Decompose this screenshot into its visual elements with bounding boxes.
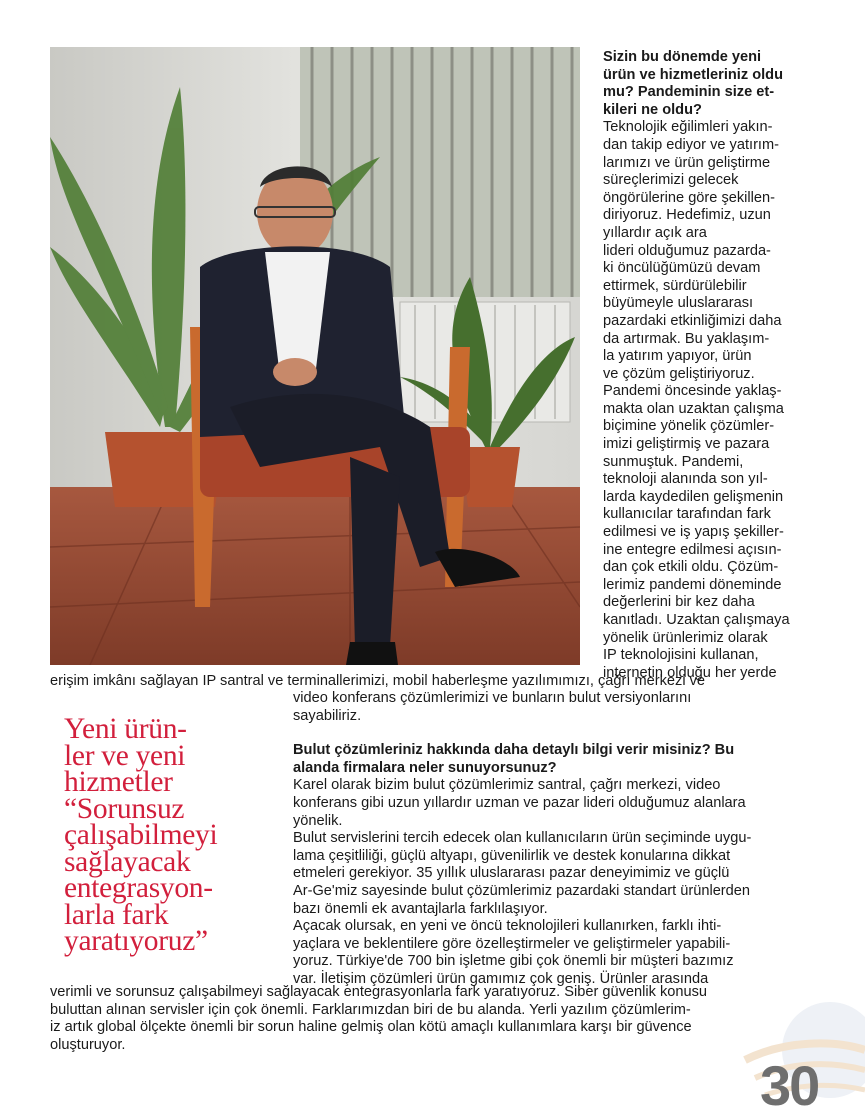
answer-line: lerimiz pandemi döneminde — [603, 576, 782, 593]
answer-line: ve çözüm geliştiriyoruz. — [603, 365, 755, 382]
answer-line: pazardaki etkinliğimizi daha — [603, 312, 782, 329]
answer-line: bazı önemli ek avantajlarla farklılaşıyor. — [293, 900, 548, 917]
answer-line: yıllardır açık ara — [603, 224, 707, 241]
answer-line: buluttan alınan servisler için çok önemli. Farklarımızdan biri de bu alanda. Yerli yazılım çözümlerim- — [50, 1001, 691, 1018]
answer-line: biçimine yönelik çözümler- — [603, 418, 775, 435]
answer-line: etmeleri gerekiyor. 35 yıllık uluslararası pazar deneyimimiz ve güçlü — [293, 865, 730, 882]
answer-line: Pandemi öncesinde yaklaş- — [603, 383, 782, 400]
answer-cloud-paragraph-2 — [293, 830, 823, 918]
pull-quote-line: Yeni ürün- — [64, 713, 187, 745]
answer-line: larda kaydedilen gelişmenin — [603, 488, 784, 505]
bottom-paragraph — [50, 984, 820, 1054]
pull-quote-line: entegrasyon- — [64, 872, 213, 904]
answer-line: erişim imkânı sağlayan IP santral ve terminallerimizi, mobil haberleşme yazılımımızı, çağrı merkezi ve — [50, 673, 706, 689]
answer-line: internetin olduğu her yerde — [603, 664, 777, 681]
question-line: ürün ve hizmetleriniz oldu — [603, 66, 784, 83]
answer-line: diriyoruz. Hedefimiz, uzun — [603, 207, 771, 224]
answer-line: dan çok etkili oldu. Çözüm- — [603, 559, 779, 576]
answer-line: büyümeyle uluslararası — [603, 295, 754, 312]
answer-line: video konferans çözümlerimizi ve bunların bulut versiyonlarını — [293, 690, 692, 706]
answer-line: teknoloji alanında son yıl- — [603, 471, 768, 488]
answer-line: sunmuştuk. Pandemi, — [603, 453, 744, 470]
pull-quote-line: ler ve yeni — [64, 739, 186, 772]
answer-line: la yatırım yapıyor, ürün — [603, 348, 752, 365]
answer-line: değerlerini bir kez daha — [603, 594, 755, 611]
answer-line: Karel olarak bizim bulut çözümlerimiz santral, çağrı merkezi, video — [293, 777, 721, 794]
pull-quote-line: larla fark — [64, 898, 169, 931]
answer-line: IP teknolojisini kullanan, — [603, 647, 759, 664]
question-line: Bulut çözümleriniz hakkında daha detaylı bilgi verir misiniz? Bu — [293, 742, 735, 759]
pull-quote-line: “Sorunsuz — [64, 792, 185, 825]
answer-line: da artırmak. Bu yaklaşım- — [603, 330, 770, 347]
answer-line: kanıtladı. Uzaktan çalışmaya — [603, 612, 790, 628]
question-pandemic — [603, 49, 818, 119]
answer-line: yaçlara ve beklentilere göre özelleştirmeler ve geliştirmeler yapabili- — [293, 935, 731, 952]
middle-column — [293, 690, 823, 989]
answer-line: oluşturuyor. — [50, 1036, 126, 1053]
answer-line: Teknolojik eğilimleri yakın- — [603, 119, 773, 136]
answer-line: iz artık global ölçekte önemli bir sorun haline gelmiş olan kötü amaçlı kullanımlara karşı bir güvence — [50, 1019, 692, 1036]
answer-line: verimli ve sorunsuz çalışabilmeyi sağlayacak entegrasyonlarla fark yaratıyoruz. Siber güvenlik konusu — [50, 984, 708, 1000]
answer-pandemic — [603, 119, 818, 682]
question-line: mu? Pandeminin size et- — [603, 84, 775, 101]
answer-line: konferans gibi uzun yıllardır uzman ve pazar lideri olduğumuz alanlara — [293, 794, 746, 811]
answer-line: yönelik. — [293, 812, 343, 829]
portrait-photo — [50, 47, 580, 665]
answer-line: edilmesi ve iş yapış şekiller- — [603, 524, 784, 541]
answer-line: kullanıcılar tarafından fark — [603, 506, 771, 523]
answer-cloud-paragraph-1 — [293, 777, 823, 830]
pull-quote-line: sağlayacak — [64, 845, 191, 878]
pull-quote-line: hizmetler — [64, 766, 173, 798]
answer-line: öngörülerine göre şekillen- — [603, 189, 775, 206]
pull-quote-line: yaratıyoruz” — [64, 925, 208, 957]
question-line: alanda firmalara neler sunuyorsunuz? — [293, 759, 557, 776]
answer-line: makta olan uzaktan çalışma — [603, 400, 784, 417]
answer-line: sayabiliriz. — [293, 707, 362, 724]
answer-line: ki öncülüğümüzü devam — [603, 260, 761, 277]
answer-line: dan takip ediyor ve yatırım- — [603, 136, 780, 153]
answer-cloud-paragraph-3 — [293, 918, 823, 988]
answer-continuation-wide — [50, 673, 820, 691]
answer-line: lideri olduğumuz pazarda- — [603, 242, 771, 259]
answer-line: süreçlerimizi gelecek — [603, 172, 739, 189]
answer-line: imizi geliştirmiş ve pazara — [603, 436, 770, 453]
right-column — [603, 49, 818, 682]
page-number: 30 — [760, 1054, 819, 1117]
answer-line: var. İletişim çözümleri ürün gamımız çok geniş. Ürünler arasında — [293, 970, 709, 987]
answer-line: ettirmek, sürdürülebilir — [603, 277, 747, 294]
question-line: kileri ne oldu? — [603, 101, 702, 118]
answer-line: yönelik ürünlerimiz olarak — [603, 629, 768, 646]
answer-line: lama çeşitliliği, güçlü altyapı, güvenilirlik ve destek konularına dikkat — [293, 847, 731, 864]
question-cloud — [293, 742, 823, 777]
portrait-illustration — [50, 47, 580, 665]
answer-line: larımızı ve ürün geliştirme — [603, 154, 771, 171]
answer-line: Bulut servislerini tercih edecek olan kullanıcıların ürün seçiminde uygu- — [293, 830, 752, 847]
question-line: Sizin bu dönemde yeni — [603, 49, 762, 65]
answer-line: Ar-Ge'miz sayesinde bulut çözümlerimiz pazardaki standart ürünlerden — [293, 882, 751, 899]
answer-line: Açacak olursak, en yeni ve öncü teknolojileri kullanırken, farklı ihti- — [293, 918, 722, 935]
answer-line: yoruz. Türkiye'de 700 bin işletme gibi çok önemli bir müşteri bazımız — [293, 953, 734, 970]
pull-quote-line: çalışabilmeyi — [64, 819, 218, 851]
pull-quote — [64, 713, 289, 957]
answer-line: ine entegre edilmesi açısın- — [603, 541, 782, 558]
